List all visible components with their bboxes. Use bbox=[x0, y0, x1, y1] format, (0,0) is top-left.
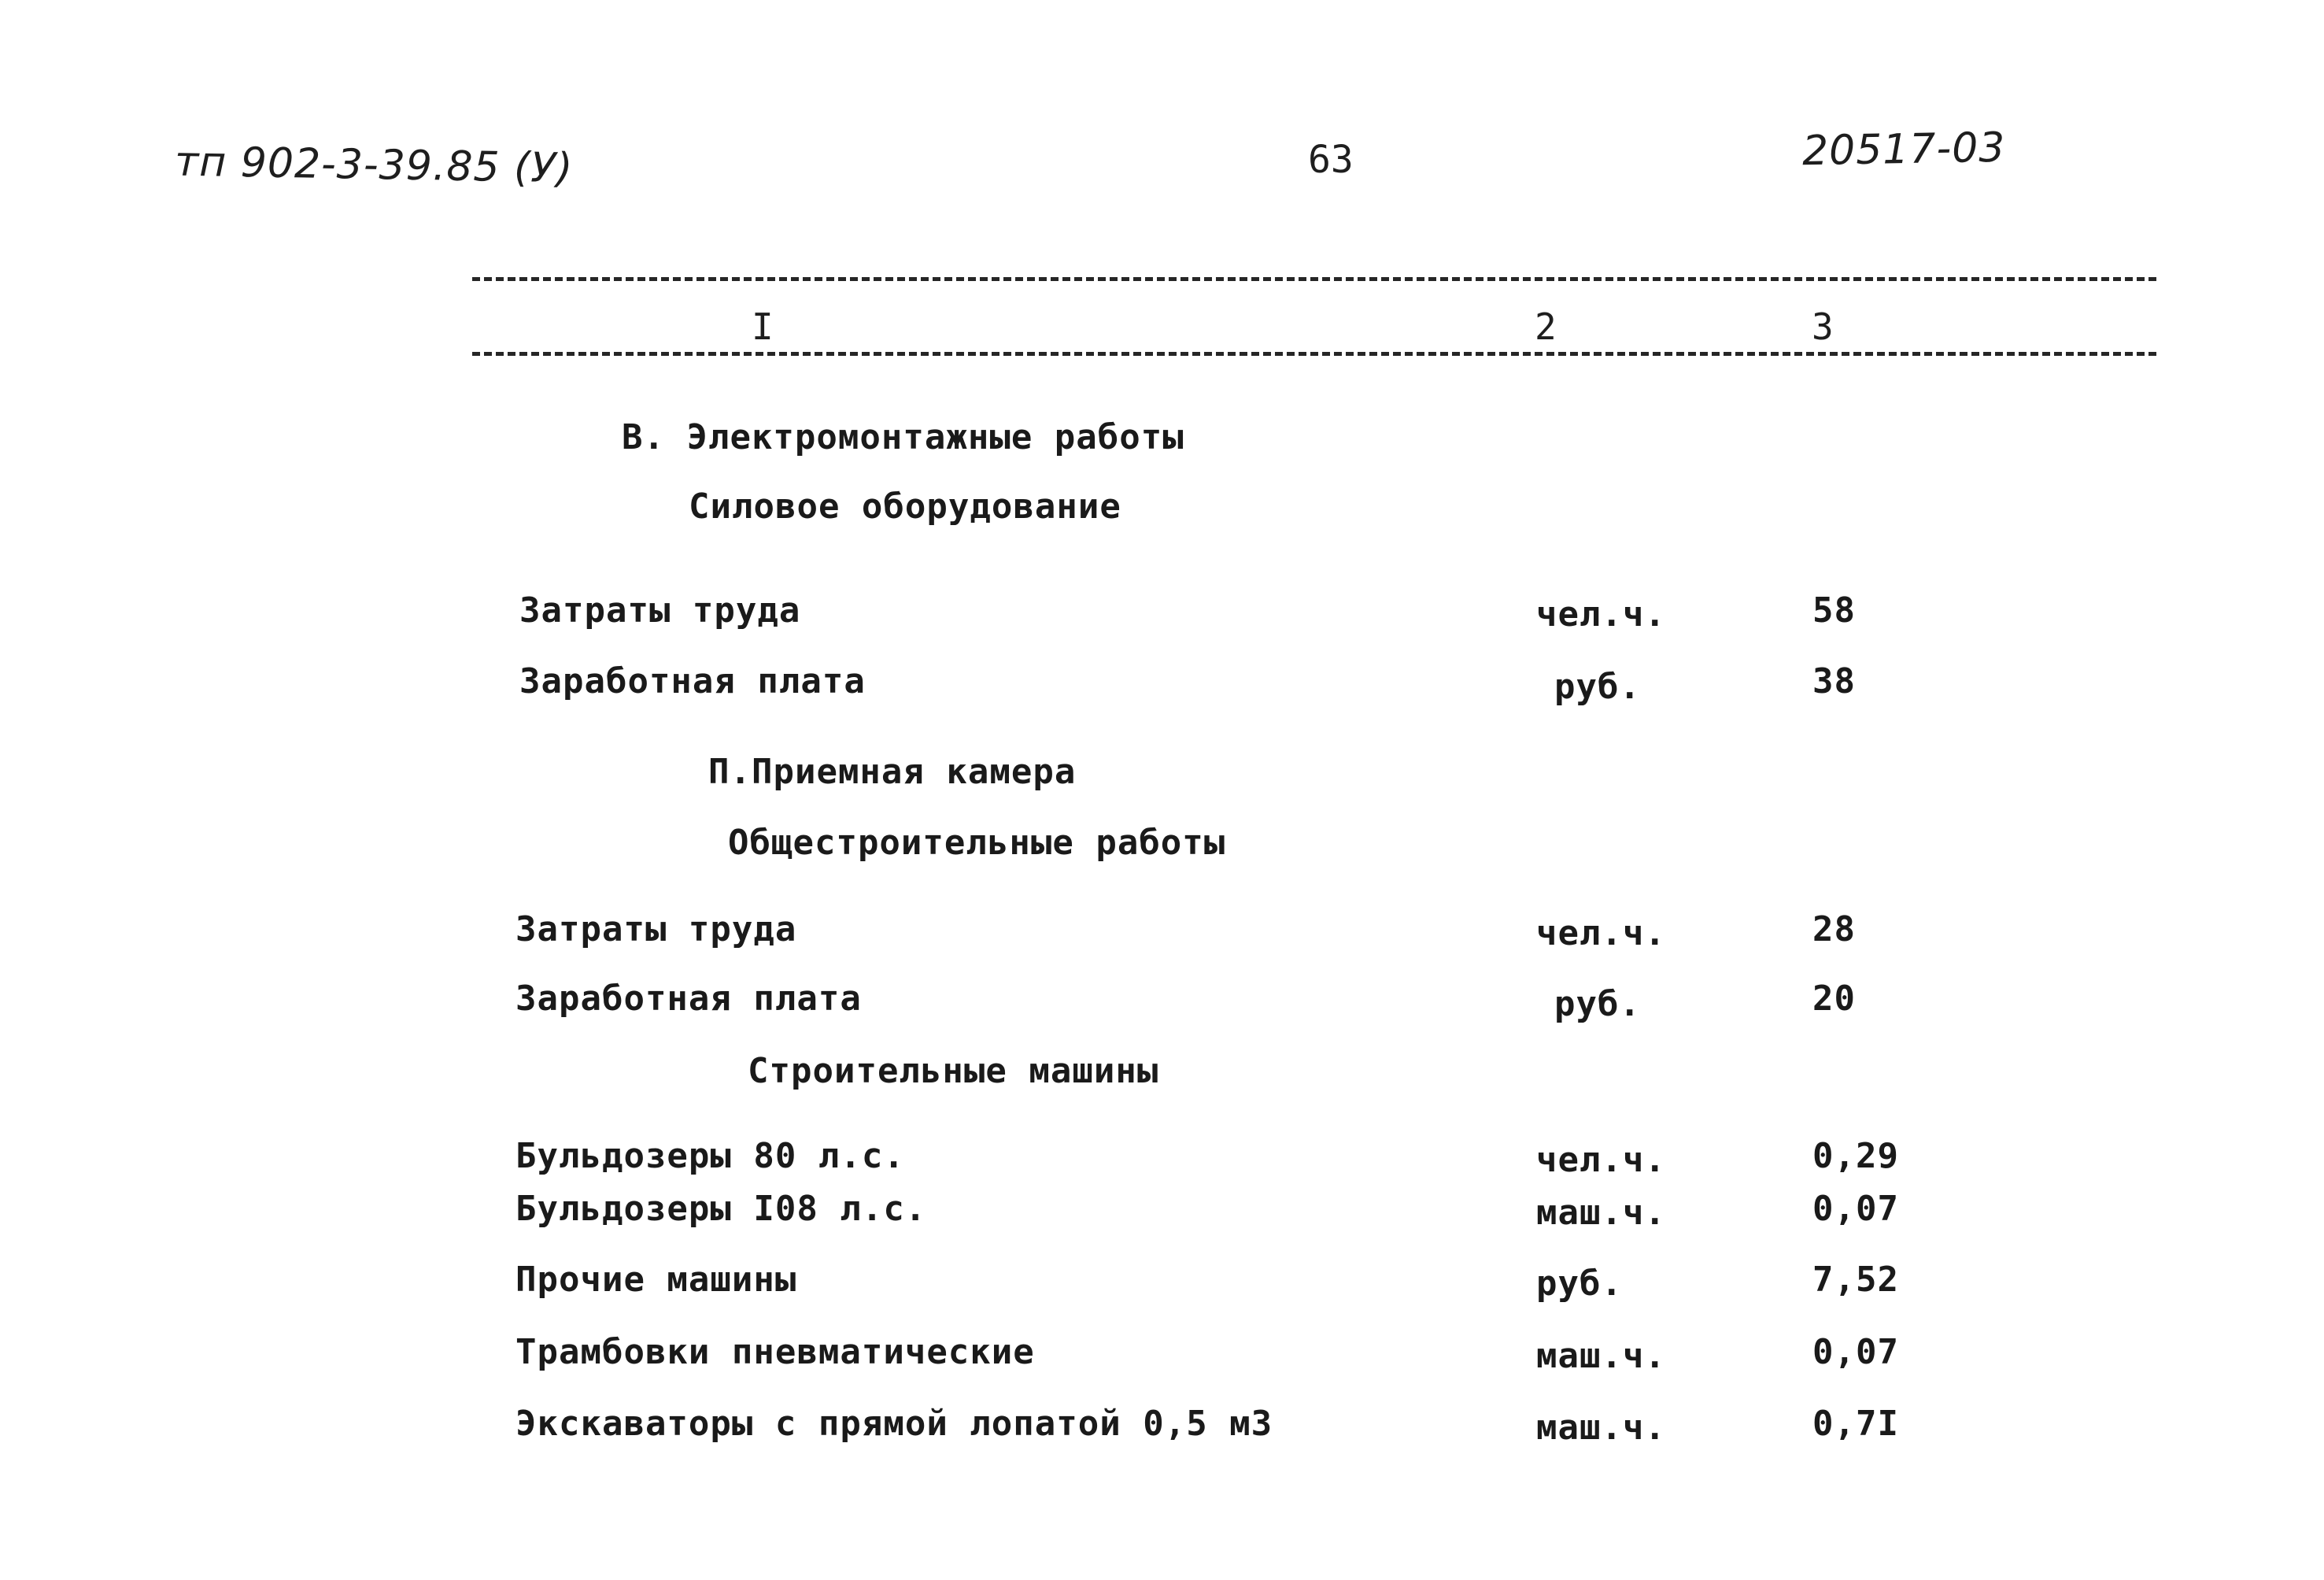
section-subtitle: Силовое оборудование bbox=[689, 487, 1121, 527]
column-header-2: 2 bbox=[1535, 305, 1557, 348]
row-name: Экскаваторы с прямой лопатой 0,5 м3 bbox=[515, 1404, 1273, 1444]
row-name: Бульдозеры I08 л.с. bbox=[515, 1189, 927, 1229]
column-header-3: 3 bbox=[1812, 305, 1834, 348]
row-unit: руб. bbox=[1536, 1264, 1623, 1304]
document-reference: 20517-03 bbox=[1801, 124, 2006, 176]
row-unit: маш.ч. bbox=[1536, 1408, 1666, 1448]
column-header-1: I bbox=[752, 305, 774, 348]
row-value: 0,29 bbox=[1812, 1136, 1899, 1176]
row-value: 7,52 bbox=[1812, 1260, 1899, 1300]
row-name: Трамбовки пневматические bbox=[515, 1332, 1035, 1372]
row-value: 0,07 bbox=[1812, 1189, 1899, 1229]
section-subtitle: Общестроительные работы bbox=[728, 823, 1226, 863]
row-name: Бульдозеры 80 л.с. bbox=[515, 1136, 905, 1176]
section-subtitle: Строительные машины bbox=[748, 1051, 1159, 1091]
table-top-rule bbox=[472, 277, 2156, 281]
row-value: 28 bbox=[1812, 909, 1856, 949]
row-value: 0,07 bbox=[1812, 1332, 1899, 1372]
page-number: 63 bbox=[1308, 138, 1354, 182]
row-value: 58 bbox=[1812, 590, 1856, 631]
row-name: Заработная плата bbox=[515, 979, 862, 1019]
section-title: В. Электромонтажные работы bbox=[622, 417, 1184, 457]
row-unit: маш.ч. bbox=[1536, 1336, 1666, 1376]
row-name: Прочие машины bbox=[515, 1260, 797, 1300]
row-unit: руб. bbox=[1554, 984, 1641, 1024]
row-unit: чел.ч. bbox=[1536, 913, 1666, 953]
row-value: 20 bbox=[1812, 979, 1856, 1019]
row-unit: маш.ч. bbox=[1536, 1193, 1666, 1233]
section-title: П.Приемная камера bbox=[708, 752, 1077, 792]
row-name: Заработная плата bbox=[519, 661, 866, 701]
row-value: 0,7I bbox=[1812, 1404, 1899, 1444]
row-name: Затраты труда bbox=[515, 909, 797, 949]
row-name: Затраты труда bbox=[519, 590, 801, 631]
row-unit: чел.ч. bbox=[1536, 1140, 1666, 1180]
table-header-rule bbox=[472, 352, 2156, 356]
row-value: 38 bbox=[1812, 661, 1856, 701]
row-unit: руб. bbox=[1554, 667, 1641, 707]
row-unit: чел.ч. bbox=[1536, 594, 1666, 635]
document-code: тп 902-3-39.85 (У) bbox=[174, 138, 574, 193]
